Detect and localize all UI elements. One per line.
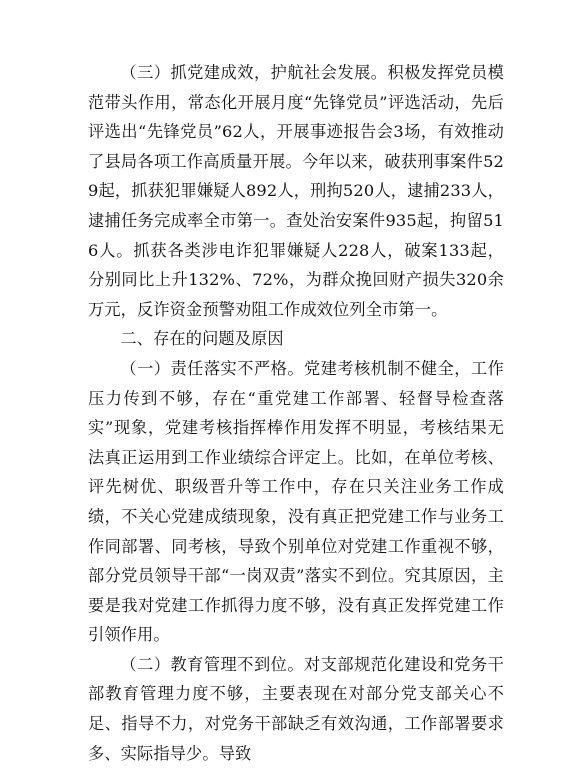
paragraph-education-management: （二）教育管理不到位。对支部规范化建设和党务干部教育管理力度不够，主要表现在对部分党支部关心不足、指导不力，对党务干部缺乏有效沟通，工作部署要求多、实际指导少。导致 [88, 654, 504, 763]
document-page [88, 58, 504, 768]
paragraph-responsibility: （一）责任落实不严格。党建考核机制不健全，工作压力传到不够，存在“重党建工作部署、轻督导检查落实”现象，党建考核指挥棒作用发挥不明显，考核结果无法真正运用到工作业绩综合评定上。比如，在单位考核、评先树优、职级晋升等工作中，存在只关注业务工作成绩，不关心党建成绩现象，没有真正把党建工作与业务工作同部署、同考核，导致个别单位对党建工作重视不够，部分党员领导干部“一岗双责”落实不到位。究其原因，主要是我对党建工作抓得力度不够，没有真正发挥党建工作引领作用。 [88, 358, 504, 645]
section-heading-problems: 二、存在的问题及原因 [120, 329, 284, 349]
paragraph-achievements: （三）抓党建成效，护航社会发展。积极发挥党员模范带头作用，常态化开展月度“先锋党员”评选活动，先后评选出“先锋党员”62人，开展事迹报告会3场，有效推动了县局各项工作高质量开展。今年以来，破获刑事案件529起，抓获犯罪嫌疑人892人，刑拘520人，逮捕233人，逮捕任务完成率全市第一。查处治安案件935起，拘留516人。抓获各类涉电诈犯罪嫌疑人228人，破案133起，分别同比上升132%、72%，为群众挽回财产损失320余万元，反诈资金预警劝阻工作成效位列全市第一。 [88, 63, 504, 319]
